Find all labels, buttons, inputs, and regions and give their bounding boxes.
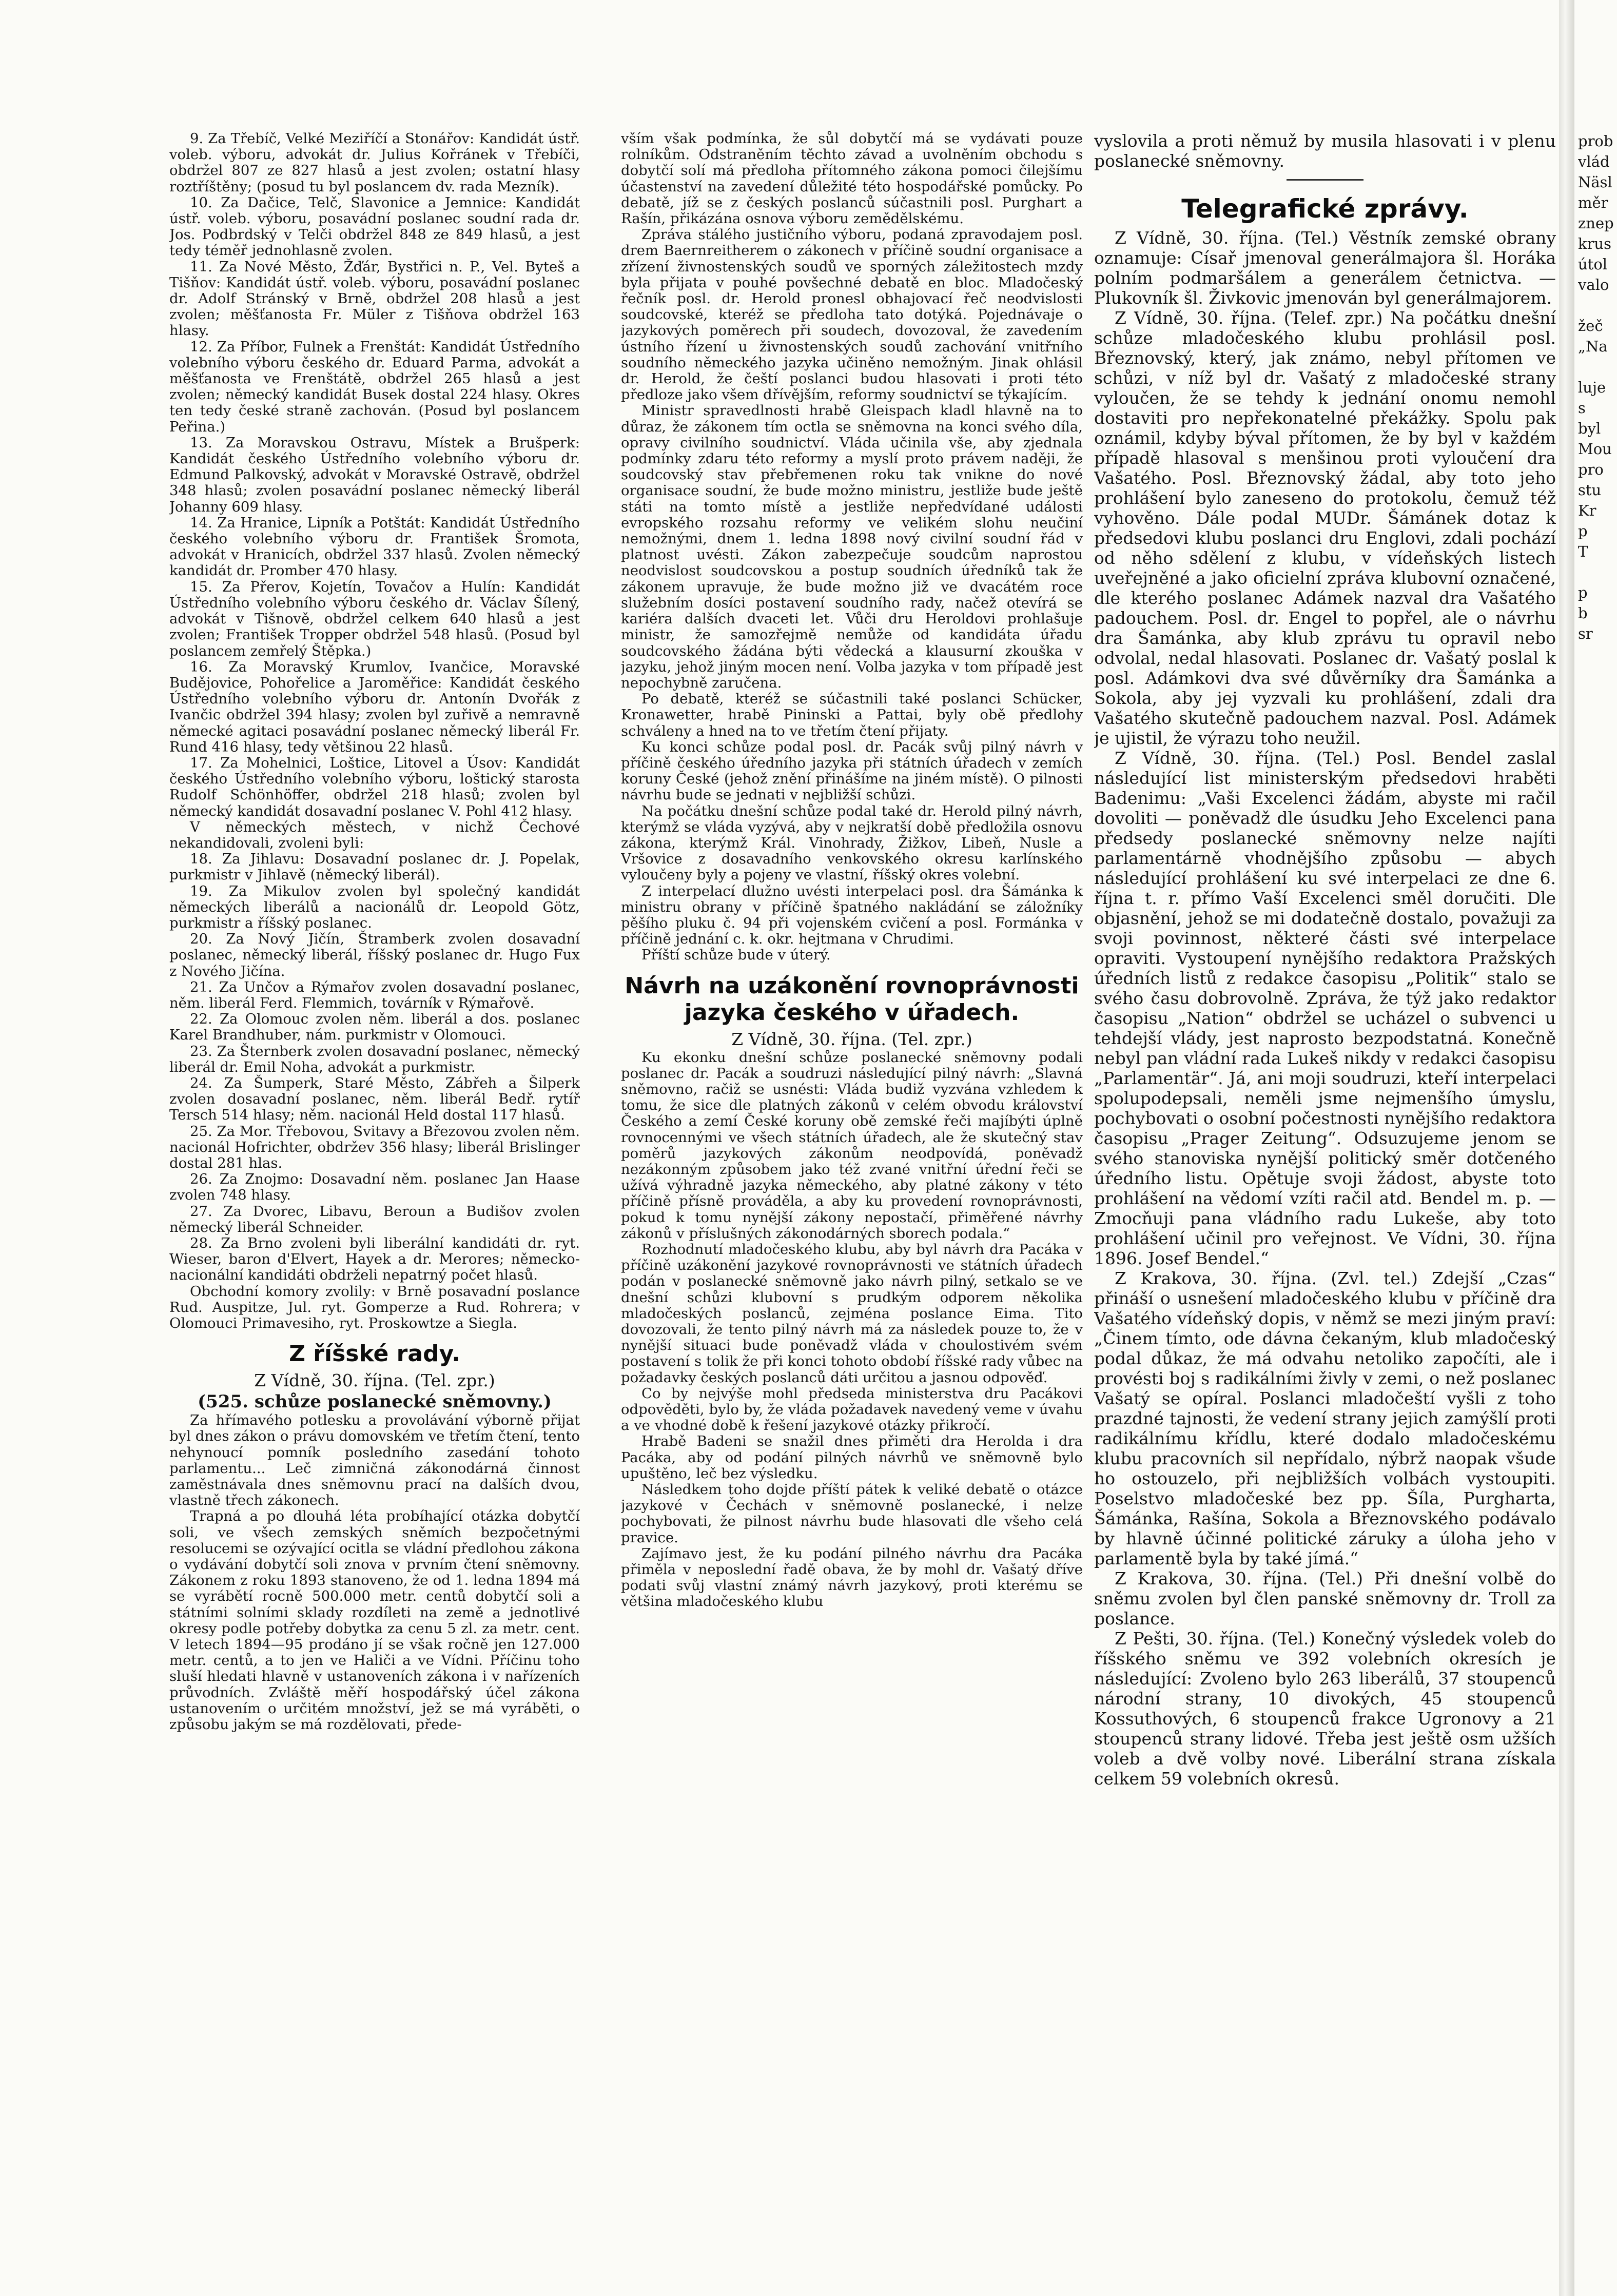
paragraph: 10. Za Dačice, Telč, Slavonice a Jemnice: Kandidát ústř. voleb. výboru, posavádní poslanec soudní rada dr. Jos. Podbrdský v Telči obdržel 848 ze 849 hlasů, a jest tedy téměř jednohlasně zvolen. (169, 194, 580, 259)
paragraph: Po debatě, kteréž se súčastnili také poslanci Schücker, Kronawetter, hrabě Pininski a Pattai, byly obě předlohy schváleny a hned na to ve třetím čtení přijaty. (621, 691, 1083, 739)
text-fragment: byl (1578, 420, 1601, 437)
paragraph: 28. Za Brno zvoleni byli liberální kandidáti dr. ryt. Wieser, baron d'Elvert, Hayek a dr. Merores; německo-nacionální kandidáti obdrželi nepatrný počet hlasů. (169, 1235, 580, 1284)
text-fragment: Näsl (1578, 173, 1612, 191)
paragraph: Z Vídně, 30. října. (Tel.) Posl. Bendel zaslal následující list ministerským předsedovi hraběti Badenimu: „Vaši Excelenci žádám, abyste mi račil dovoliti — poněvadž dle úsudku Jeho Excelenci pana předsedy poslanecké sněmovny nelze najíti parlamentárně vhodnějšího způsobu — abych následující prohlášení ku své interpelaci ze dne 6. října t. r. přímo Vaší Excelenci směl doručiti. Dle objasnění, jehož se mi dodatečně dostalo, považuji za svoji povinnost, některé části své interpelace opraviti. Vystoupení nynějšího redaktora Pražských úředních listů z redakce časopisu „Politik“ stalo se svého času dobrovolně. Zpráva, že týž jako redaktor časopisu „Nation“ obdržel se ucházel o subvenci u tehdejší vlády, jest naprosto bezpodstatná. Konečně nebyl pan vládní rada Lukeš nikdy v redakci časopisu „Parlamentär“. Já, ani moji soudruzi, kteří interpelaci spolupodepsali, neměli jsme nejmenšího úmyslu, pochybovati o osobní počestnosti nynějšího redaktora časopisu „Prager Zeitung“. Odsuzujeme jenom se svého stanoviska nynější politický směr dotčeného úředního listu. Opětuje svoji žádost, abyste toto prohlášení na vědomí vzíti račil atd. Bendel m. p. — Zmocňuji pana vládního radu Lukeše, aby toto prohlášení učinil pro veřejnost. Ve Vídni, 30. října 1896. Josef Bendel.“ (1094, 748, 1556, 1268)
text-fragment: prob (1578, 132, 1613, 150)
text-fragment: p (1578, 584, 1588, 601)
paragraph: 22. Za Olomouc zvolen něm. liberál a dos. poslanec Karel Brandhuber, nám. purkmistr v Olomouci. (169, 1011, 580, 1044)
section-heading-telegraficke-zpravy: Telegrafické zprávy. (1181, 194, 1469, 224)
text-fragment: žeč (1578, 317, 1603, 335)
paragraph: Ku konci schůze podal posl. dr. Pacák svůj pilný návrh v příčině českého úředního jazyka při státních úřadech v zemích koruny České (jehož znění přinášíme na jiném místě). O pilnosti návrhu bude se jednati v nejbližší schůzi. (621, 738, 1083, 803)
text-fragment: stu (1578, 481, 1602, 499)
dateline: Z Vídně, 30. října. (Tel. zpr.) (731, 1029, 972, 1049)
text-fragment: vlád (1578, 153, 1610, 170)
text-fragment: Kr (1578, 502, 1596, 519)
paragraph: 16. Za Moravský Krumlov, Ivančice, Moravské Budějovice, Pohořelice a Jaroměřice: Kandidát českého Ústředního volebního výboru dr. Antonín Dvořák z Ivančic obdržel 394 hlasy; zvolen byl zuřivě a nemravně německé agitaci posavádní poslanec německý liberál Fr. Rund 416 hlasy, tedy většinou 22 hlasů. (169, 658, 580, 755)
paragraph: 23. Za Šternberk zvolen dosavadní poslanec, německý liberál dr. Emil Noha, advokát a purkmistr. (169, 1043, 580, 1075)
paragraph: Na počátku dnešní schůze podal také dr. Herold pilný návrh, kterýmž se vláda vyzývá, aby v nejkratší době předložila osnovu zákona, kterýmž Král. Vinohrady, Žižkov, Libeň, Nusle a Vršovice z dosavadního venkovského okresu karlínského vyloučeny byly a pojeny ve vlastní, říšský okres volební. (621, 802, 1083, 884)
paragraph: Ku ekonku dnešní schůze poslanecké sněmovny podali poslanec dr. Pacák a soudruzi následující pilný návrh: „Slavná sněmovno, račiž se usnésti: Vláda budiž vyzvána vzhledem k tomu, že sice dle platných zákonů v celém obvodu království Českého a zemí České koruny obě zemské řeči majíbýti úplně rovnocennými ve všech státních úřadech, ale že skutečný stav poměrů jazykových zákonům neodpovídá, poněvadž nezákonným způsobem jako též zvané vnitřní úřední řeči se užívá výhradně jazyka německého, aby platné zákony v této příčině přísně prováděla, a aby ku provedení rovnoprávnosti, pokud k tomu nynější zákony nepostačí, přiměřené návrhy zákonů v příslušných zákonodárných sborech podala.“ (621, 1049, 1083, 1242)
column-2 (621, 131, 1083, 2204)
paragraph: 12. Za Příbor, Fulnek a Frenštát: Kandidát Ústředního volebního výboru českého dr. Eduard Parma, advokát a měšťanosta ve Frenštátě, obdržel 265 hlasů a jest zvolen; německý kandidát Busek dostal 224 hlasy. Okres ten tedy české straně zachován. (Posud byl poslancem Peřina.) (169, 338, 580, 435)
session-subheading: (525. schůze poslanecké sněmovny.) (198, 1391, 552, 1412)
paragraph: Ministr spravedlnosti hrabě Gleispach kladl hlavně na to důraz, že zákonem tím octla se sněmovna na konci svého díla, opravy civilního soudnictví. Vláda učinila vše, aby zjednala podmínky zdaru této reformy a myslí proto právem naději, že soudcovský stav přebřemenen roku tak vnikne do nové organisace soudní, že bude možno ministru, jestliže bude ještě státi na tomto místě a jestliže nepředvídané události evropského rozsahu reformy ve velikém slohu neučiní nemožnými, dnem 1. ledna 1898 nový civilní soudní řád v platnost uvésti. Zákon zabezpečuje soudcům naprostou neodvislost soudcovskou a postup soudních úředníků tak že zákonem upravuje, že bude možno již ve dvacátém roce služebním dosíci postavení soudního rady, načež otevírá se kariéra dalších dvaceti let. Vůči dru Heroldovi prohlašuje ministr, že samozřejmě nemůže od kandidáta úřadu soudcovského žádána býti vědecká a klausurní zkouška v jazyku, jehož jiným mocen není. Volba jazyka v tom případě jest nepochybně zaručena. (621, 402, 1083, 691)
paragraph: Následkem toho dojde příští pátek k veliké debatě o otázce jazykové v Čechách v sněmovně poslanecké, i nelze pochybovati, že pilnost návrhu bude hlasovati dle všeho celá pravice. (621, 1481, 1083, 1546)
page-edge (1559, 0, 1574, 2296)
paragraph: Zpráva stálého justičního výboru, podaná zpravodajem posl. drem Baernreitherem o zákonech v příčině soudní organisace a zřízení živnostenských soudů ve sporných záležitostech mzdy byla přijata v pouhé povšechné debatě en bloc. Mladočeský řečník posl. dr. Herold pronesl obhajovací řeč neodvislosti soudcovské, kteréž se předloha tato dotýká. Pojednávaje o jazykových poměrech při soudech, dovozoval, že zavedením ústního řízení u živnostenských soudů zachování vnitřního soudního německého jazyka učiněno nemožným. Jinak ohlásil dr. Herold, že čeští poslanci budou hlasovati i proti této předloze jako všem dřívějším, reformy soudnictví se týkajícím. (621, 226, 1083, 403)
text-fragment: útol (1578, 256, 1608, 273)
text-fragment: b (1578, 604, 1588, 622)
paragraph: 27. Za Dvorec, Libavu, Beroun a Budišov zvolen německý liberál Schneider. (169, 1203, 580, 1235)
paragraph: 14. Za Hranice, Lipník a Potštát: Kandidát Ústředního českého volebního výboru dr. František Šromota, advokát v Hranicích, obdržel 337 hlasů. Zvolen německý kandidát dr. Promber 470 hlasy. (169, 514, 580, 579)
paragraph: Z Vídně, 30. října. (Tel.) Věstník zemské obrany oznamuje: Císař jmenoval generálmajora šl. Horáka polním podmaršálem a generálem četnictva. — Plukovník šl. Živkovic jmenován byl generálmajorem. (1094, 228, 1556, 308)
section-heading-risske-rady: Z říšské rady. (289, 1341, 460, 1367)
text-fragment: Mou (1578, 440, 1612, 458)
paragraph: Rozhodnutí mladočeského klubu, aby byl návrh dra Pacáka v příčině uzákonění jazykové rovnoprávnosti ve státních úřadech podán v poslanecké sněmovně jako návrh pilný, setkalo se ve dnešní schůzi klubovní s prudkým odporem několika mladočeských poslanců, zejména poslance Eima. Tito dovozovali, že tento pilný návrh má za následek pouze to, že v nynější situaci bude poněvadž vláda v choulostivém svém postavení s tolik že při konci tohoto období říšské rady vůbec na požadavky českých poslanců dáti určitou a jasnou odpověď. (621, 1241, 1083, 1386)
text-fragment: luje (1578, 379, 1606, 396)
paragraph: Z Pešti, 30. října. (Tel.) Konečný výsledek voleb do říšského sněmu ve 392 volebních okresích je následující: Zvoleno bylo 263 liberálů, 37 stoupenců národní strany, 10 divokých, 45 stoupenců Kossuthových, 6 stoupenců frakce Ugronovy a 21 stoupenců strany lidové. Třeba jest ještě osm užších voleb a dvě volby nové. Liberální strana získala celkem 59 volebních okresů. (1094, 1628, 1556, 1789)
paragraph: Příští schůze bude v úterý. (641, 947, 831, 964)
column-4-cutoff (1578, 131, 1617, 2204)
text-fragment: „Na (1578, 338, 1608, 355)
text-fragment: krus (1578, 235, 1611, 252)
paragraph: Z Krakova, 30. října. (Zvl. tel.) Zdejší „Czas“ přináší o usnešení mladočeského klubu v příčině dra Vašatého vídeňský dopis, v němž se mezi jiným praví: „Činem tímto, ode dávna čekaným, klub mladočeský podal důkaz, že má odvahu netoliko započíti, ale i provésti boj s radikálními živly v zemi, o než poslanec Vašatý se opíral. Poslanci mladočeští vyšli z toho prazdné tajnosti, že vedení strany jejich zamýšlí proti radikálnímu křídlu, které dodalo mladočeskému klubu pracovních sil nepřídalo, nýbrž naopak všude ho ostouzelo, při nejbližších volbách vystoupiti. Poselstvo mladočeské bez pp. Šíla, Purgharta, Šámánka, Rašína, Sokola a Březnovského podávalo by hlavně účinné politické záruky a úloha jeho v parlamentě byla by také jímá.“ (1094, 1268, 1556, 1568)
text-fragment: sr (1578, 625, 1593, 642)
dateline: Z Vídně, 30. října. (Tel. zpr.) (254, 1370, 495, 1391)
paragraph: Obchodní komory zvolily: v Brně posavadní poslance Rud. Auspitze, Jul. ryt. Gomperze a Rud. Rohrera; v Olomouci Primavesiho, ryt. Proskowtze a Siegla. (169, 1283, 580, 1332)
paragraph: Co by nejvýše mohl předseda ministerstva dru Pacákovi odpověděti, bylo by, že vláda požadavek navedený veme v úvahu a ve vhodné době k řešení jazykové otázky přikročí. (621, 1385, 1083, 1434)
paragraph: 13. Za Moravskou Ostravu, Místek a Brušperk: Kandidát českého Ústředního volebního výboru dr. Edmund Palkovský, advokát v Moravské Ostravě, obdržel 348 hlasů; zvolen posavádní poslanec německý liberál Johanny 609 hlasy. (169, 434, 580, 515)
text-fragment: p (1578, 522, 1588, 540)
paragraph: vším však podmínka, že sůl dobytčí má se vydávati pouze rolníkům. Odstraněním těchto závad a uvolněním obchodu s dobytčí solí má předloha přítomného zákona pomoci čilejšímu účastenství na zavedení důležité této hospodářské pomůcky. Po debatě, jíž se z českých poslanců súčastnili posl. Purghart a Rašín, přikázána osnova výboru zemědělskému. (621, 131, 1083, 227)
paragraph: Z Krakova, 30. října. (Tel.) Při dnešní volbě do sněmu zvolen byl člen panské sněmovny dr. Troll za poslance. (1094, 1568, 1556, 1628)
text-fragment: valo (1578, 276, 1609, 293)
paragraph: Z interpelací dlužno uvésti interpelaci posl. dra Šámánka k ministru obrany v příčině špatného nakládání se záložníky pěšího pluku č. 94 při vojenském cvičení a posl. Formánka v příčině jednání c. k. okr. hejtmana v Chrudimi. (621, 882, 1083, 948)
paragraph: 25. Za Mor. Třebovou, Svitavy a Březovou zvolen něm. nacionál Hofrichter, obdržev 356 hlasy; liberál Brislinger dostal 281 hlas. (169, 1123, 580, 1171)
paragraph: Trapná a po dlouhá léta probíhající otázka dobytčí soli, ve všech zemských sněmích bezpočetnými resolucemi se ozývající ocitla se vládní předlohou zákona o vydávání dobytčí soli znova v prvním čtení sněmovny. Zákonem z roku 1893 stanoveno, že od 1. ledna 1894 má se vyrábětí rocně 500.000 metr. centů dobytčí soli a státními solními sklady rozdíleti na země a jednotlivé okresy podle potřeby dobytka za cenu 5 zl. za metr. cent. V letech 1894—95 prodáno jí se však ročně jen 127.000 metr. centů, a to jen ve Haliči a ve Vídni. Příčinu toho sluší hledati hlavně v ustanoveních zákona i v nařízeních průvodních. Zvláště měří hospodářský účel zákona ustanovením o určitém množství, jež se má vyráběti, o způsobu jakým se má rozdělovati, přede- (169, 1508, 580, 1733)
text-fragment: měr (1578, 194, 1608, 211)
paragraph: 18. Za Jihlavu: Dosavadní poslanec dr. J. Popelak, purkmistr v Jihlavě (německý liberál). (169, 851, 580, 884)
text-fragment: pro (1578, 461, 1604, 478)
text-fragment (1578, 295, 1617, 316)
paragraph: 15. Za Přerov, Kojetín, Tovačov a Hulín: Kandidát Ústředního volebního výboru českého dr. Václav Šílený, advokát v Tišnově, obdržel celkem 640 hlasů a jest zvolen; František Tropper obdržel 548 hlasů. (Posud byl poslancem zemřelý Štěpka.) (169, 578, 580, 659)
paragraph: vyslovila a proti němuž by musila hlasovati i v plenu poslanecké sněmovny. (1094, 131, 1556, 171)
section-heading-navrh: Návrh na uzákonění rovnoprávnosti jazyka českého v úřadech. (625, 972, 1079, 1026)
text-fragment: T (1578, 543, 1588, 560)
paragraph: Hrabě Badeni se snažil dnes přiměti dra Herolda i dra Pacáka, aby od podání pilných návrhů ve sněmovně bylo upuštěno, leč bez výsledku. (621, 1433, 1083, 1482)
text-fragment: znep (1578, 214, 1614, 232)
paragraph: 9. Za Třebíč, Velké Meziříčí a Stonářov: Kandidát ústř. voleb. výboru, advokát dr. Julius Kořránek v Třebíči, obdržel 807 ze 827 hlasů a jest zvolen; ostatní hlasy roztříštěny; (posud tu byl poslancem dv. rada Mezník). (169, 131, 580, 195)
text-fragment (1578, 357, 1617, 377)
paragraph: 24. Za Šumperk, Staré Město, Zábřeh a Šilperk zvolen dosavadní poslanec, něm. liberál Bedř. rytíř Tersch 514 hlasy; něm. nacionál Held dostal 117 hlasů. (169, 1074, 580, 1124)
paragraph: Z Vídně, 30. října. (Telef. zpr.) Na počátku dnešní schůze mladočeského klubu prohlásil posl. Březnovský, který, jak známo, nebyl přítomen ve schůzi, v níž byl dr. Vašatý z mladočeské strany vyloučen, že se tehdy k jednání onomu nemohl dostaviti pro nepřekonatelné překážky. Spolu pak oznámil, kdyby býval přítomen, že by byl v každém případě hlasoval s menšinou proti vyloučení dra Vašatého. Posl. Březnovský žádal, aby toto jeho prohlášení bylo zaneseno do protokolu, čemuž též vyhověno. Dále podal MUDr. Šámánek dotaz k předsedovi klubu poslanci dru Englovi, zdali pochází od něho sdělení z klubu, v vídeňských listech uveřejněné a jako oficielní zpráva klubovní označené, dle kterého poslanec Adámek nazval dra Vašatého padouchem. Posl. dr. Engel to popřel, ale o návrhu dra Šamánka, aby klub zprávu tu opravil nebo odvolal, nedal hlasovati. Poslanec dr. Vašatý poslal k posl. Adámkovi dva své důvěrníky dra Šamánka a Sokola, aby jej vyzvali ku prohlášení, zdali dra Vašatého skutečně padouchem nazval. Posl. Adámek je ujistil, že výrazu toho neužil. (1094, 308, 1556, 748)
paragraph: 26. Za Znojmo: Dosavadní něm. poslanec Jan Haase zvolen 748 hlasy. (169, 1171, 580, 1204)
paragraph: V německých městech, v nichž Čechové nekandidovali, zvoleni byli: (169, 818, 580, 851)
column-3 (1094, 131, 1556, 2204)
paragraph: 20. Za Nový Jičín, Štramberk zvolen dosavadní poslanec, německý liberál, říšský poslanec dr. Hugo Fux z Nového Jičína. (169, 931, 580, 979)
column-1 (169, 131, 580, 2204)
paragraph: Za hřímavého potlesku a provolávání výborně přijat byl dnes zákon o právu domovském ve třetím čtení, tento nehynoucí pomník posledního zasedání tohoto parlamentu... Leč zimničná zákonodárná činnost zaměstnávala dnes sněmovnu prací na dalších dvou, vlastně třech zákonech. (169, 1412, 580, 1509)
paragraph: 11. Za Nové Město, Žďár, Bystřici n. P., Vel. Byteš a Tišňov: Kandidát ústř. voleb. výboru, posavádní poslanec dr. Adolf Stránský v Brně, obdržel 208 hlasů a jest zvolen; měšťanosta Fr. Müler z Tišňova obdržel 163 hlasy. (169, 258, 580, 339)
paragraph: Zajímavo jest, že ku podání pilného návrhu dra Pacáka přiměla v neposlední řadě obava, že by mohl dr. Vašatý dříve podati svůj vlastní známý návrh jazykový, proti kterému se většina mladočeského klubu (621, 1545, 1083, 1610)
text-fragment: s (1578, 399, 1586, 417)
text-fragment (1578, 562, 1617, 582)
paragraph: 17. Za Mohelnici, Loštice, Litovel a Úsov: Kandidát českého Ústředního volebního výboru, loštický starosta Rudolf Schönhöffer, obdržel 218 hlasů; zvolen byl německý kandidát dosavadní poslanec V. Pohl 412 hlasy. (169, 754, 580, 819)
divider (1287, 179, 1363, 181)
paragraph: 21. Za Unčov a Rýmařov zvolen dosavadní poslanec, něm. liberál Ferd. Flemmich, továrník v Rýmařově. (169, 978, 580, 1011)
paragraph: 19. Za Mikulov zvolen byl společný kandidát německých liberálů a nacionálů dr. Leopold Götz, purkmistr a říšský poslanec. (169, 882, 580, 931)
